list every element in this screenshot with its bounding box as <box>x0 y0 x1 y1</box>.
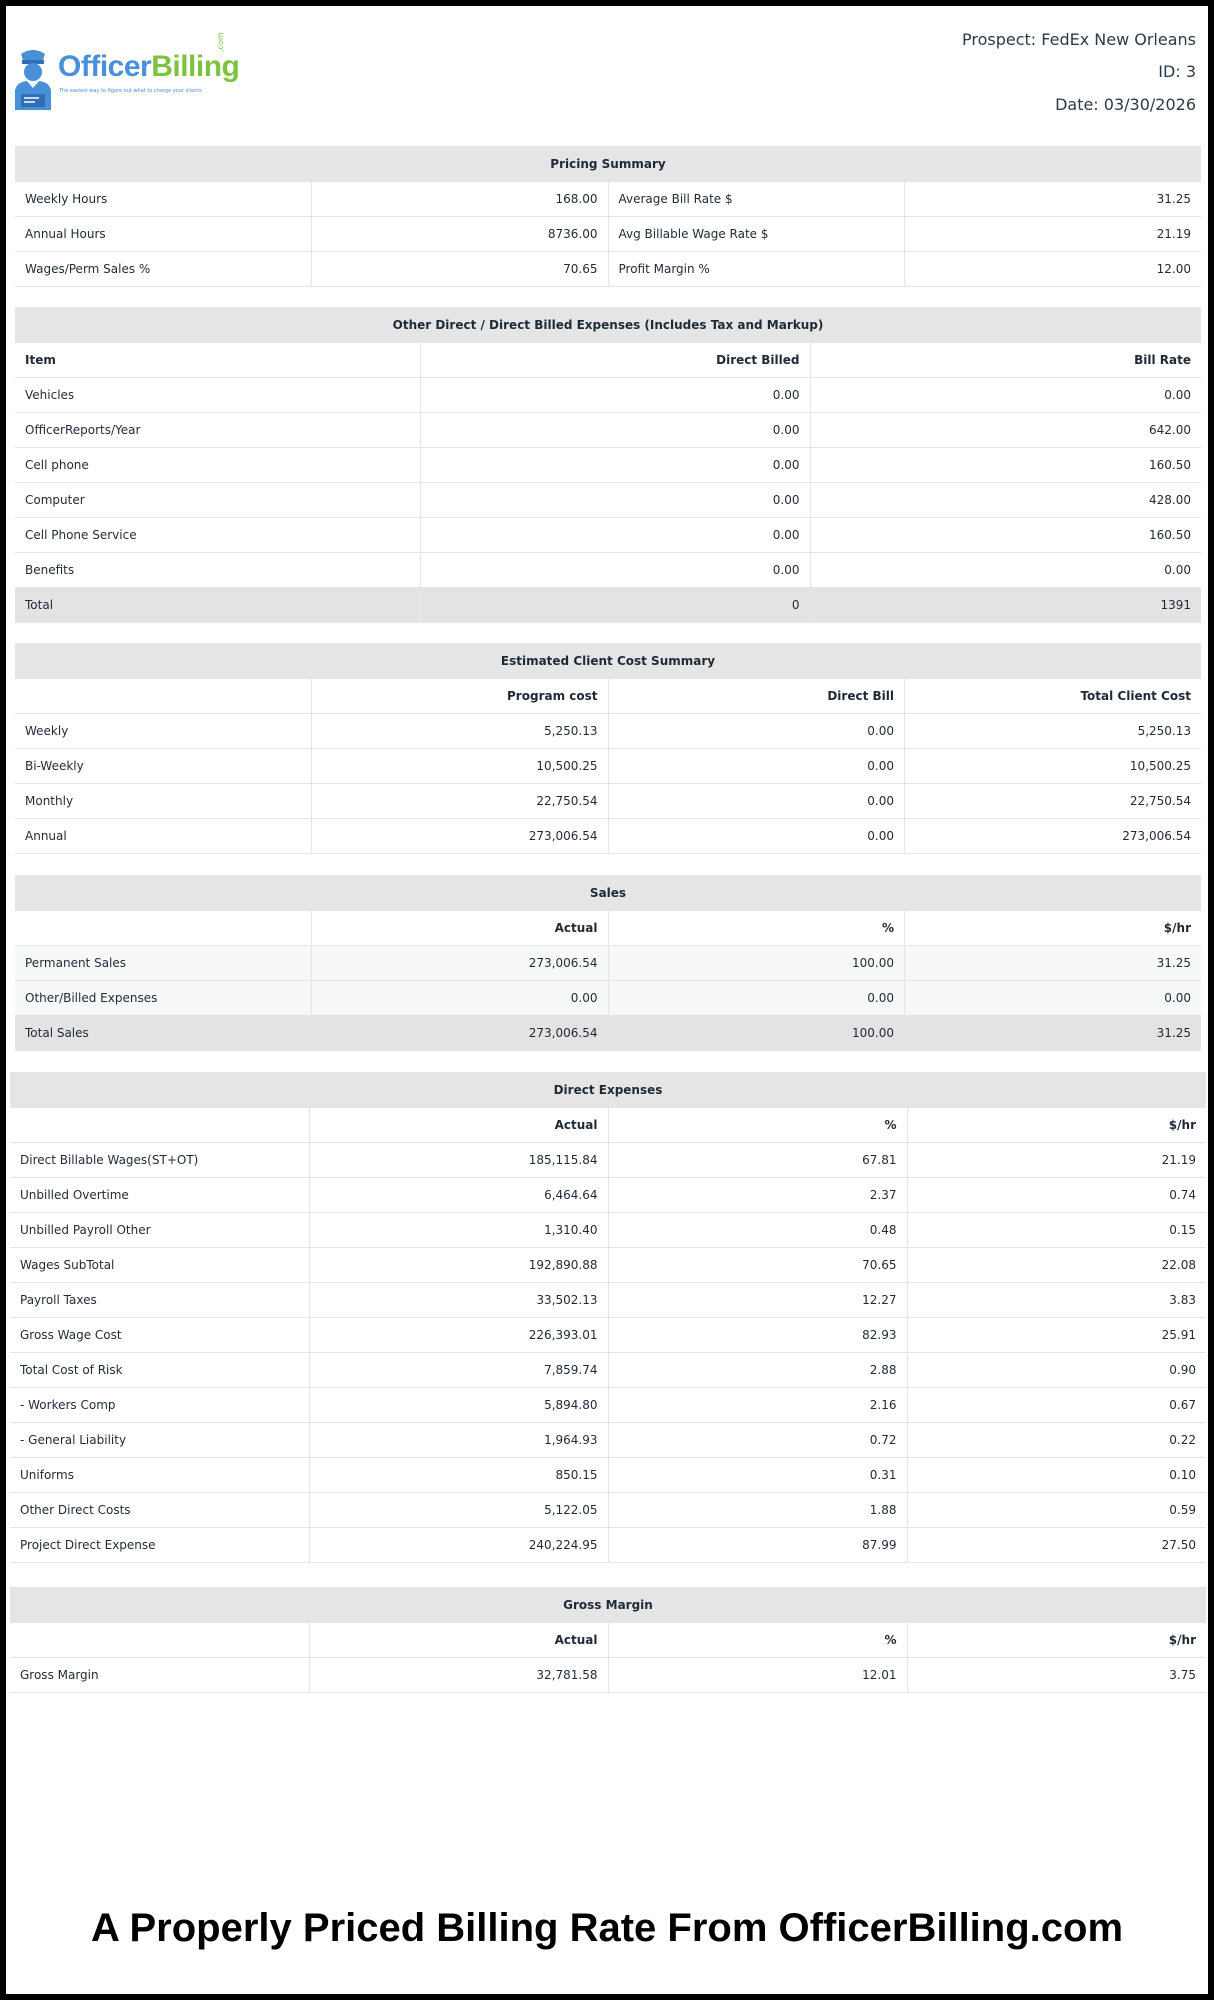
table-row <box>15 946 1201 981</box>
table-cell: 0.00 <box>608 819 905 854</box>
table-row <box>15 714 1201 749</box>
table-cell: 12.00 <box>905 252 1202 287</box>
table-cell: Total <box>15 588 420 623</box>
officerbilling-logo <box>13 32 240 114</box>
table-cell: Cell phone <box>15 448 420 483</box>
table-cell: Actual <box>309 1108 608 1143</box>
table-cell: Other/Billed Expenses <box>15 981 312 1016</box>
table-cell: 5,250.13 <box>312 714 609 749</box>
prospect-id: ID: 3 <box>1158 62 1196 81</box>
table-cell: 0.00 <box>608 784 905 819</box>
table-cell: % <box>608 1623 907 1658</box>
table-header-row <box>10 1108 1206 1143</box>
pricing-summary-section <box>15 146 1201 287</box>
table-row <box>10 1178 1206 1213</box>
table-cell: 0.00 <box>312 981 609 1016</box>
table-cell: 33,502.13 <box>309 1283 608 1318</box>
table-cell <box>15 911 312 946</box>
officer-icon <box>13 46 53 112</box>
table-row <box>10 1353 1206 1388</box>
table-cell: 850.15 <box>309 1458 608 1493</box>
table-row <box>15 413 1201 448</box>
table-cell: 10,500.25 <box>312 749 609 784</box>
table-cell: 1.88 <box>608 1493 907 1528</box>
table-cell: - Workers Comp <box>10 1388 309 1423</box>
logo-wordmark: OfficerBilling <box>58 50 240 83</box>
section-title: Pricing Summary <box>15 146 1201 181</box>
table-cell: Payroll Taxes <box>10 1283 309 1318</box>
direct-expenses-section <box>10 1072 1206 1563</box>
table-cell: $/hr <box>907 1623 1206 1658</box>
table-cell: Bill Rate <box>810 343 1201 378</box>
table-cell: 10,500.25 <box>905 749 1202 784</box>
table-cell: 12.01 <box>608 1658 907 1693</box>
table-cell: 7,859.74 <box>309 1353 608 1388</box>
table-cell: 5,250.13 <box>905 714 1202 749</box>
table-cell: Gross Wage Cost <box>10 1318 309 1353</box>
table-row <box>10 1213 1206 1248</box>
table-cell: 0.10 <box>907 1458 1206 1493</box>
table-cell: 226,393.01 <box>309 1318 608 1353</box>
table-cell: Annual <box>15 819 312 854</box>
table-cell <box>15 679 312 714</box>
table-cell: Monthly <box>15 784 312 819</box>
table-cell: 0.00 <box>608 714 905 749</box>
table-row <box>15 252 1201 287</box>
table-cell: 21.19 <box>907 1143 1206 1178</box>
table-cell: $/hr <box>907 1108 1206 1143</box>
table-cell: 273,006.54 <box>905 819 1202 854</box>
table-cell: 32,781.58 <box>309 1658 608 1693</box>
table-cell <box>10 1623 309 1658</box>
table-cell: 5,894.80 <box>309 1388 608 1423</box>
table-header-row <box>15 679 1201 714</box>
table-cell: 3.75 <box>907 1658 1206 1693</box>
table-cell: 31.25 <box>905 1016 1202 1051</box>
table-cell: Average Bill Rate $ <box>608 182 905 217</box>
table-cell: 5,122.05 <box>309 1493 608 1528</box>
table-cell: 2.16 <box>608 1388 907 1423</box>
table-cell: 0.00 <box>810 553 1201 588</box>
table-header-row <box>15 911 1201 946</box>
table-row <box>15 182 1201 217</box>
table-row <box>10 1283 1206 1318</box>
table-cell: 273,006.54 <box>312 1016 609 1051</box>
table-cell: Item <box>15 343 420 378</box>
client-cost-section <box>15 643 1201 854</box>
table-row <box>10 1388 1206 1423</box>
table-cell: 100.00 <box>608 946 905 981</box>
table-row <box>15 448 1201 483</box>
table-cell: 12.27 <box>608 1283 907 1318</box>
table-cell: Direct Billable Wages(ST+OT) <box>10 1143 309 1178</box>
table-cell: 185,115.84 <box>309 1143 608 1178</box>
table-row <box>15 784 1201 819</box>
table-cell: Profit Margin % <box>608 252 905 287</box>
table-row <box>10 1528 1206 1563</box>
other-direct-table <box>15 342 1201 622</box>
table-cell: 0.00 <box>420 553 810 588</box>
gross-margin-table <box>10 1622 1206 1692</box>
table-cell: OfficerReports/Year <box>15 413 420 448</box>
section-title: Sales <box>15 875 1201 910</box>
other-direct-section <box>15 307 1201 623</box>
table-cell: Weekly Hours <box>15 182 312 217</box>
table-cell: Weekly <box>15 714 312 749</box>
table-cell: Total Cost of Risk <box>10 1353 309 1388</box>
table-cell: 6,464.64 <box>309 1178 608 1213</box>
table-row <box>10 1493 1206 1528</box>
table-cell: 0.59 <box>907 1493 1206 1528</box>
table-cell: 22.08 <box>907 1248 1206 1283</box>
table-cell: 8736.00 <box>312 217 609 252</box>
direct-expenses-table <box>10 1107 1206 1562</box>
table-cell: 87.99 <box>608 1528 907 1563</box>
table-cell: 2.88 <box>608 1353 907 1388</box>
table-cell: 0 <box>420 588 810 623</box>
table-cell: 67.81 <box>608 1143 907 1178</box>
table-cell: Uniforms <box>10 1458 309 1493</box>
sales-section <box>15 875 1201 1051</box>
table-cell: - General Liability <box>10 1423 309 1458</box>
table-cell: 0.72 <box>608 1423 907 1458</box>
table-cell: 22,750.54 <box>905 784 1202 819</box>
table-cell: 0.22 <box>907 1423 1206 1458</box>
table-cell: 428.00 <box>810 483 1201 518</box>
table-cell: 0.48 <box>608 1213 907 1248</box>
table-cell: 0.00 <box>905 981 1202 1016</box>
table-total-row <box>15 588 1201 623</box>
logo-tagline: The easiest way to figure out what to charge your clients <box>59 88 202 94</box>
table-cell: Benefits <box>15 553 420 588</box>
table-cell: Total Sales <box>15 1016 312 1051</box>
table-cell: Project Direct Expense <box>10 1528 309 1563</box>
report-page <box>6 6 1208 1994</box>
table-total-row <box>15 1016 1201 1051</box>
table-cell: Permanent Sales <box>15 946 312 981</box>
table-cell: 160.50 <box>810 518 1201 553</box>
table-cell: 82.93 <box>608 1318 907 1353</box>
table-cell: 0.00 <box>420 448 810 483</box>
table-cell: 25.91 <box>907 1318 1206 1353</box>
pricing-summary-table <box>15 181 1201 286</box>
table-cell: 3.83 <box>907 1283 1206 1318</box>
table-cell: Gross Margin <box>10 1658 309 1693</box>
table-cell: 70.65 <box>312 252 609 287</box>
table-header-row <box>15 343 1201 378</box>
table-cell: Unbilled Overtime <box>10 1178 309 1213</box>
table-cell: Program cost <box>312 679 609 714</box>
table-cell: Other Direct Costs <box>10 1493 309 1528</box>
table-cell: Bi-Weekly <box>15 749 312 784</box>
table-row <box>15 749 1201 784</box>
table-row <box>15 981 1201 1016</box>
sales-table <box>15 910 1201 1050</box>
table-cell: 0.00 <box>608 749 905 784</box>
table-cell: 27.50 <box>907 1528 1206 1563</box>
table-row <box>10 1423 1206 1458</box>
table-cell: 100.00 <box>608 1016 905 1051</box>
table-cell <box>10 1108 309 1143</box>
gross-margin-section <box>10 1587 1206 1693</box>
table-cell: Actual <box>309 1623 608 1658</box>
footer-caption: A Properly Priced Billing Rate From OfficerBilling.com <box>90 1906 1124 1950</box>
table-cell: % <box>608 1108 907 1143</box>
table-cell: 273,006.54 <box>312 946 609 981</box>
table-cell: 0.31 <box>608 1458 907 1493</box>
table-cell: Direct Bill <box>608 679 905 714</box>
table-cell: 1,964.93 <box>309 1423 608 1458</box>
table-cell: 2.37 <box>608 1178 907 1213</box>
table-cell: 0.00 <box>420 483 810 518</box>
table-cell: 31.25 <box>905 182 1202 217</box>
table-row <box>10 1658 1206 1693</box>
table-row <box>15 217 1201 252</box>
table-row <box>10 1318 1206 1353</box>
section-title: Estimated Client Cost Summary <box>15 643 1201 678</box>
section-title: Direct Expenses <box>10 1072 1206 1107</box>
table-cell: 1,310.40 <box>309 1213 608 1248</box>
table-row <box>15 483 1201 518</box>
table-row <box>10 1143 1206 1178</box>
table-header-row <box>10 1623 1206 1658</box>
table-cell: 1391 <box>810 588 1201 623</box>
table-cell: Computer <box>15 483 420 518</box>
table-cell: 240,224.95 <box>309 1528 608 1563</box>
table-cell: $/hr <box>905 911 1202 946</box>
table-cell: 31.25 <box>905 946 1202 981</box>
table-cell: 0.15 <box>907 1213 1206 1248</box>
table-cell: 273,006.54 <box>312 819 609 854</box>
table-cell: 0.74 <box>907 1178 1206 1213</box>
table-cell: 22,750.54 <box>312 784 609 819</box>
table-cell: 642.00 <box>810 413 1201 448</box>
table-cell: 0.00 <box>420 378 810 413</box>
report-date: Date: 03/30/2026 <box>1055 95 1196 114</box>
section-title: Gross Margin <box>10 1587 1206 1622</box>
table-row <box>15 518 1201 553</box>
table-cell: Annual Hours <box>15 217 312 252</box>
section-title: Other Direct / Direct Billed Expenses (Includes Tax and Markup) <box>15 307 1201 342</box>
prospect-name: Prospect: FedEx New Orleans <box>962 30 1196 49</box>
table-cell: 70.65 <box>608 1248 907 1283</box>
table-cell: Cell Phone Service <box>15 518 420 553</box>
table-cell: 0.90 <box>907 1353 1206 1388</box>
table-cell: Actual <box>312 911 609 946</box>
table-cell: 160.50 <box>810 448 1201 483</box>
table-row <box>15 378 1201 413</box>
table-cell: 0.00 <box>420 518 810 553</box>
table-row <box>15 553 1201 588</box>
table-cell: Wages/Perm Sales % <box>15 252 312 287</box>
table-cell: 0.00 <box>608 981 905 1016</box>
client-cost-table <box>15 678 1201 853</box>
table-cell: 21.19 <box>905 217 1202 252</box>
table-cell: 0.67 <box>907 1388 1206 1423</box>
table-row <box>10 1248 1206 1283</box>
table-cell: 0.00 <box>420 413 810 448</box>
table-row <box>10 1458 1206 1493</box>
table-cell: 0.00 <box>810 378 1201 413</box>
table-cell: Direct Billed <box>420 343 810 378</box>
table-cell: % <box>608 911 905 946</box>
table-cell: Total Client Cost <box>905 679 1202 714</box>
table-row <box>15 819 1201 854</box>
table-cell: Unbilled Payroll Other <box>10 1213 309 1248</box>
table-cell: 192,890.88 <box>309 1248 608 1283</box>
table-cell: Vehicles <box>15 378 420 413</box>
table-cell: 168.00 <box>312 182 609 217</box>
logo-tld: .com <box>216 32 225 52</box>
table-cell: Wages SubTotal <box>10 1248 309 1283</box>
table-cell: Avg Billable Wage Rate $ <box>608 217 905 252</box>
